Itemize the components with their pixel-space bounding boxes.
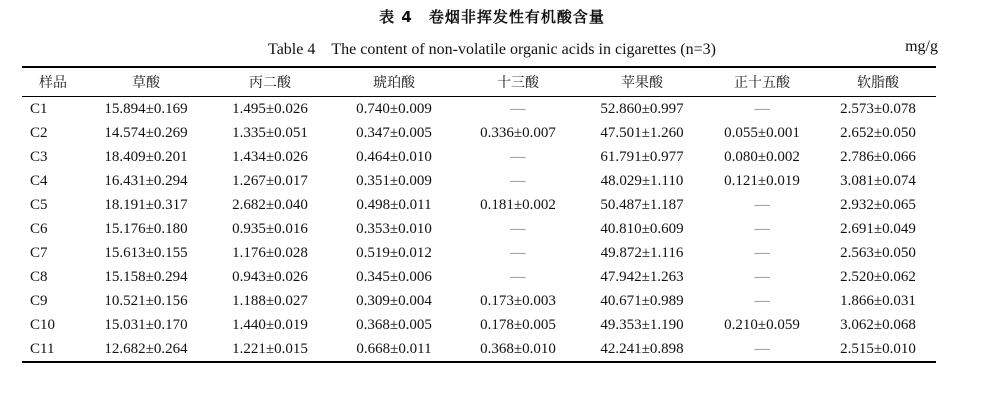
column-header: 琥珀酸 <box>373 75 415 91</box>
value-cell: 0.309±0.004 <box>356 292 432 309</box>
value-cell: — <box>754 292 770 309</box>
header-row <box>22 67 936 97</box>
table-row <box>22 97 936 122</box>
value-cell: — <box>510 244 526 261</box>
sample-id-cell: C2 <box>30 124 48 141</box>
value-cell: — <box>754 268 770 285</box>
value-cell: 0.368±0.005 <box>356 316 432 333</box>
value-cell: 0.498±0.011 <box>356 196 432 213</box>
value-cell: 50.487±1.187 <box>600 196 684 213</box>
value-cell: 3.062±0.068 <box>840 316 916 333</box>
value-cell: 0.353±0.010 <box>356 220 432 237</box>
sample-id-cell: C3 <box>30 148 48 165</box>
value-cell: 1.440±0.019 <box>232 316 308 333</box>
value-cell: 1.335±0.051 <box>232 124 308 141</box>
value-cell: 3.081±0.074 <box>840 172 916 189</box>
value-cell: 14.574±0.269 <box>104 124 188 141</box>
table-row <box>22 289 936 313</box>
column-header: 丙二酸 <box>249 75 291 91</box>
table-title-english: Table 4 The content of non-volatile organic acids in cigarettes (n=3) <box>268 41 716 58</box>
value-cell: 15.158±0.294 <box>104 268 188 285</box>
sample-id-cell: C4 <box>30 172 48 189</box>
table-row <box>22 265 936 289</box>
sample-id-cell: C9 <box>30 292 48 309</box>
sample-id-cell: C6 <box>30 220 48 237</box>
value-cell: 49.872±1.116 <box>600 244 684 261</box>
value-cell: — <box>510 172 526 189</box>
table-row <box>22 217 936 241</box>
value-cell: 2.520±0.062 <box>840 268 916 285</box>
value-cell: 1.176±0.028 <box>232 244 308 261</box>
value-cell: 0.935±0.016 <box>232 220 308 237</box>
value-cell: 2.573±0.078 <box>840 100 916 117</box>
value-cell: 2.563±0.050 <box>840 244 916 261</box>
value-cell: 1.434±0.026 <box>232 148 308 165</box>
value-cell: 0.336±0.007 <box>480 124 556 141</box>
value-cell: 0.345±0.006 <box>356 268 432 285</box>
column-header: 正十五酸 <box>734 75 790 91</box>
sample-id-cell: C1 <box>30 100 48 117</box>
value-cell: — <box>510 268 526 285</box>
value-cell: 0.519±0.012 <box>356 244 432 261</box>
value-cell: — <box>754 100 770 117</box>
value-cell: 1.267±0.017 <box>232 172 308 189</box>
organic-acids-table <box>22 66 936 363</box>
value-cell: 0.368±0.010 <box>480 340 556 357</box>
value-cell: — <box>754 196 770 213</box>
value-cell: 61.791±0.977 <box>600 148 684 165</box>
value-cell: 42.241±0.898 <box>600 340 684 357</box>
table-body <box>22 97 936 363</box>
value-cell: 1.188±0.027 <box>232 292 308 309</box>
unit-label: mg/g <box>905 38 938 55</box>
column-header: 样品 <box>39 75 67 91</box>
column-header: 草酸 <box>132 75 160 91</box>
value-cell: 1.866±0.031 <box>840 292 916 309</box>
table-title-chinese: 表 4 卷烟非挥发性有机酸含量 <box>379 8 605 26</box>
table-row <box>22 121 936 145</box>
value-cell: 49.353±1.190 <box>600 316 684 333</box>
value-cell: — <box>754 340 770 357</box>
value-cell: 48.029±1.110 <box>600 172 684 189</box>
value-cell: 0.668±0.011 <box>356 340 432 357</box>
value-cell: 0.740±0.009 <box>356 100 432 117</box>
table-row <box>22 193 936 217</box>
value-cell: 0.181±0.002 <box>480 196 556 213</box>
column-header: 软脂酸 <box>857 75 899 91</box>
value-cell: 2.682±0.040 <box>232 196 308 213</box>
value-cell: 0.210±0.059 <box>724 316 800 333</box>
value-cell: 10.521±0.156 <box>104 292 188 309</box>
value-cell: 15.031±0.170 <box>104 316 188 333</box>
value-cell: 0.121±0.019 <box>724 172 800 189</box>
value-cell: — <box>754 244 770 261</box>
value-cell: 15.613±0.155 <box>104 244 188 261</box>
sample-id-cell: C10 <box>30 316 56 333</box>
value-cell: 0.055±0.001 <box>724 124 800 141</box>
table-row <box>22 313 936 337</box>
value-cell: 0.464±0.010 <box>356 148 432 165</box>
value-cell: 1.495±0.026 <box>232 100 308 117</box>
value-cell: 16.431±0.294 <box>104 172 188 189</box>
value-cell: 2.515±0.010 <box>840 340 916 357</box>
value-cell: 1.221±0.015 <box>232 340 308 357</box>
value-cell: 18.409±0.201 <box>104 148 188 165</box>
value-cell: — <box>510 148 526 165</box>
sample-id-cell: C11 <box>30 340 55 357</box>
value-cell: 2.652±0.050 <box>840 124 916 141</box>
value-cell: 12.682±0.264 <box>104 340 188 357</box>
column-header: 十三酸 <box>497 75 539 91</box>
sample-id-cell: C5 <box>30 196 48 213</box>
value-cell: 52.860±0.997 <box>600 100 684 117</box>
value-cell: 0.347±0.005 <box>356 124 432 141</box>
value-cell: — <box>754 220 770 237</box>
value-cell: 15.894±0.169 <box>104 100 188 117</box>
table-row <box>22 241 936 265</box>
table-row <box>22 145 936 169</box>
table-row <box>22 169 936 193</box>
value-cell: 0.178±0.005 <box>480 316 556 333</box>
value-cell: 0.173±0.003 <box>480 292 556 309</box>
value-cell: 2.932±0.065 <box>840 196 916 213</box>
value-cell: 0.351±0.009 <box>356 172 432 189</box>
table-row <box>22 337 936 362</box>
value-cell: 0.943±0.026 <box>232 268 308 285</box>
value-cell: 47.501±1.260 <box>600 124 684 141</box>
value-cell: 15.176±0.180 <box>104 220 188 237</box>
sample-id-cell: C7 <box>30 244 48 261</box>
value-cell: 47.942±1.263 <box>600 268 684 285</box>
value-cell: 2.691±0.049 <box>840 220 916 237</box>
value-cell: 0.080±0.002 <box>724 148 800 165</box>
value-cell: 2.786±0.066 <box>840 148 916 165</box>
value-cell: 40.671±0.989 <box>600 292 684 309</box>
column-header: 苹果酸 <box>621 75 663 91</box>
table-header <box>22 67 936 97</box>
value-cell: — <box>510 100 526 117</box>
value-cell: — <box>510 220 526 237</box>
sample-id-cell: C8 <box>30 268 48 285</box>
value-cell: 40.810±0.609 <box>600 220 684 237</box>
value-cell: 18.191±0.317 <box>104 196 188 213</box>
